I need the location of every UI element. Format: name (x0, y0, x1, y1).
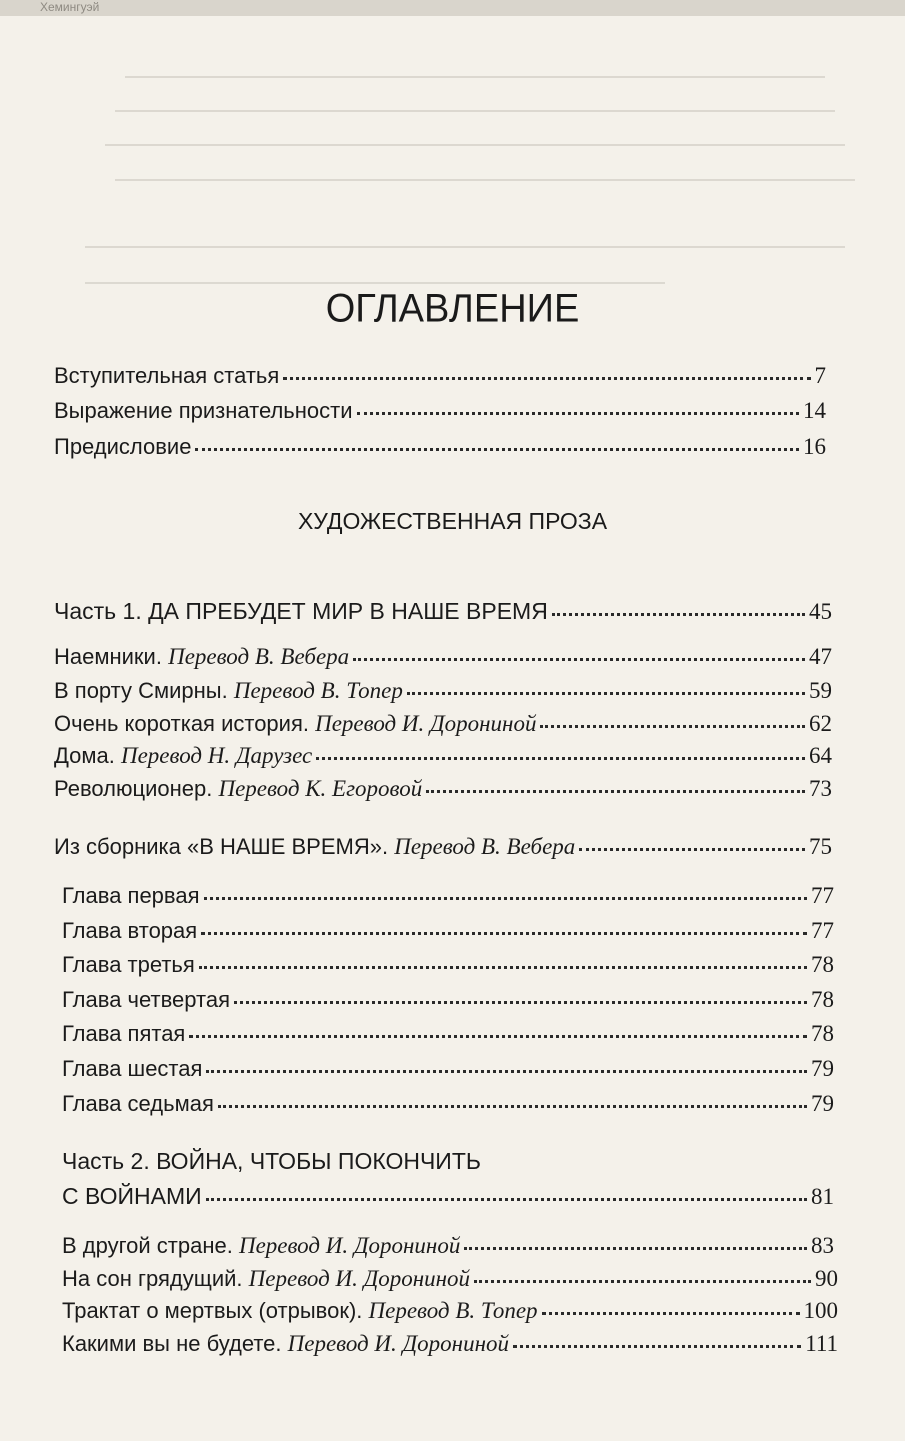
story-title: Дома. (54, 743, 115, 768)
chapter-label: Глава вторая (62, 918, 198, 943)
chapter-label: Глава третья (62, 952, 195, 977)
toc-entry[interactable] (62, 1266, 838, 1292)
toc-chapter[interactable] (62, 1091, 834, 1117)
story-title: В порту Смирны. (54, 678, 228, 703)
toc-entry-foreword-article[interactable] (54, 363, 826, 389)
leader-dots (189, 1031, 807, 1038)
translator: Перевод И. Дорониной (248, 1266, 471, 1291)
toc-page-number: 83 (811, 1233, 834, 1258)
story-title: В другой стране. (62, 1233, 233, 1258)
toc-page-number: 73 (809, 776, 832, 801)
translator: Перевод В. Вебера (394, 834, 576, 859)
toc-entry[interactable] (54, 711, 832, 737)
toc-part-2[interactable] (62, 1183, 834, 1210)
translator: Перевод В. Топер (368, 1298, 538, 1323)
chapter-label: Глава первая (62, 883, 200, 908)
toc-entry[interactable] (54, 776, 832, 802)
toc-entry[interactable] (54, 678, 832, 704)
collection-title: Из сборника «В НАШЕ ВРЕМЯ». (54, 834, 389, 859)
chapter-label: Глава шестая (62, 1056, 203, 1081)
leader-dots (283, 373, 810, 380)
leader-dots (316, 753, 805, 760)
leader-dots (206, 1066, 807, 1073)
leader-dots (357, 408, 799, 415)
toc-part-1[interactable] (54, 598, 832, 625)
toc-entry-preface[interactable] (54, 434, 826, 460)
story-title: Революционер. (54, 776, 213, 801)
toc-page-number: 59 (809, 678, 832, 703)
toc-chapter[interactable] (62, 1021, 834, 1047)
toc-chapter[interactable] (62, 987, 834, 1013)
story-title: На сон грядущий. (62, 1266, 243, 1291)
leader-dots (218, 1101, 807, 1108)
toc-page-number: 81 (811, 1184, 834, 1209)
translator: Перевод И. Дорониной (238, 1233, 461, 1258)
toc-page-number: 77 (811, 883, 834, 908)
toc-entry-label: Вступительная статья (54, 363, 280, 388)
page-title: ОГЛАВЛЕНИЕ (325, 286, 580, 332)
page-top-strip (0, 0, 905, 16)
toc-chapter[interactable] (62, 883, 834, 909)
section-heading: ХУДОЖЕСТВЕННАЯ ПРОЗА (297, 508, 608, 534)
translator: Перевод И. Дорониной (287, 1331, 509, 1356)
part-2-title-line-1: Часть 2. ВОЙНА, ЧТОБЫ ПОКОНЧИТЬ (62, 1148, 481, 1174)
toc-chapter[interactable] (62, 918, 834, 944)
translator: Перевод К. Егоровой (218, 776, 423, 801)
leader-dots (195, 444, 799, 451)
leader-dots (513, 1341, 801, 1348)
toc-page-number: 111 (805, 1331, 838, 1356)
toc-page-number: 100 (803, 1298, 838, 1323)
translator: Перевод В. Вебера (168, 644, 350, 669)
toc-entry[interactable] (54, 743, 832, 769)
leader-dots (464, 1243, 807, 1250)
story-title: Очень короткая история. (54, 711, 309, 736)
chapter-label: Глава пятая (62, 1021, 186, 1046)
toc-chapter[interactable] (62, 952, 834, 978)
story-title: Какими вы не будете. (62, 1331, 282, 1356)
toc-entry-label: Выражение признательности (54, 398, 353, 423)
part-title: С ВОЙНАМИ (62, 1183, 202, 1209)
toc-page-number: 47 (809, 644, 832, 669)
toc-entry[interactable] (62, 1331, 838, 1357)
leader-dots (540, 721, 805, 728)
toc-page-number: 78 (811, 1021, 834, 1046)
toc-page-number: 64 (809, 743, 832, 768)
leader-dots (552, 609, 805, 616)
leader-dots (201, 928, 807, 935)
toc-entry[interactable] (62, 1298, 838, 1324)
toc-page-number: 90 (815, 1266, 838, 1291)
chapter-label: Глава четвертая (62, 987, 230, 1012)
leader-dots (542, 1308, 800, 1315)
leader-dots (199, 962, 807, 969)
part-title: Часть 1. ДА ПРЕБУДЕТ МИР В НАШЕ ВРЕМЯ (54, 598, 548, 624)
toc-entry-label: Предисловие (54, 434, 192, 459)
translator: Перевод Н. Дарузес (120, 743, 313, 768)
chapter-label: Глава седьмая (62, 1091, 214, 1116)
leader-dots (474, 1276, 811, 1283)
leader-dots (234, 997, 807, 1004)
toc-page-number: 62 (809, 711, 832, 736)
leader-dots (204, 893, 807, 900)
translator: Перевод В. Топер (233, 678, 403, 703)
toc-entry-acknowledgements[interactable] (54, 398, 826, 424)
toc-entry[interactable] (62, 1233, 834, 1259)
toc-page-number: 16 (803, 434, 826, 459)
toc-page-number: 78 (811, 987, 834, 1012)
toc-page-number: 75 (809, 834, 832, 859)
leader-dots (407, 688, 805, 695)
leader-dots (353, 654, 805, 661)
toc-page-number: 77 (811, 918, 834, 943)
story-title: Наемники. (54, 644, 162, 669)
toc-collection[interactable] (54, 834, 832, 860)
toc-entry[interactable] (54, 644, 832, 670)
toc-page-number: 14 (803, 398, 826, 423)
running-header-fragment: Хемингуэй (40, 0, 100, 14)
toc-chapter[interactable] (62, 1056, 834, 1082)
toc-page-number: 7 (814, 363, 826, 388)
toc-page-number: 79 (811, 1056, 834, 1081)
leader-dots (206, 1194, 807, 1201)
story-title: Трактат о мертвых (отрывок). (62, 1298, 363, 1323)
toc-page-number: 78 (811, 952, 834, 977)
leader-dots (579, 844, 805, 851)
translator: Перевод И. Дорониной (315, 711, 537, 736)
toc-page-number: 45 (809, 599, 832, 624)
toc-page-number: 79 (811, 1091, 834, 1116)
leader-dots (426, 786, 805, 793)
